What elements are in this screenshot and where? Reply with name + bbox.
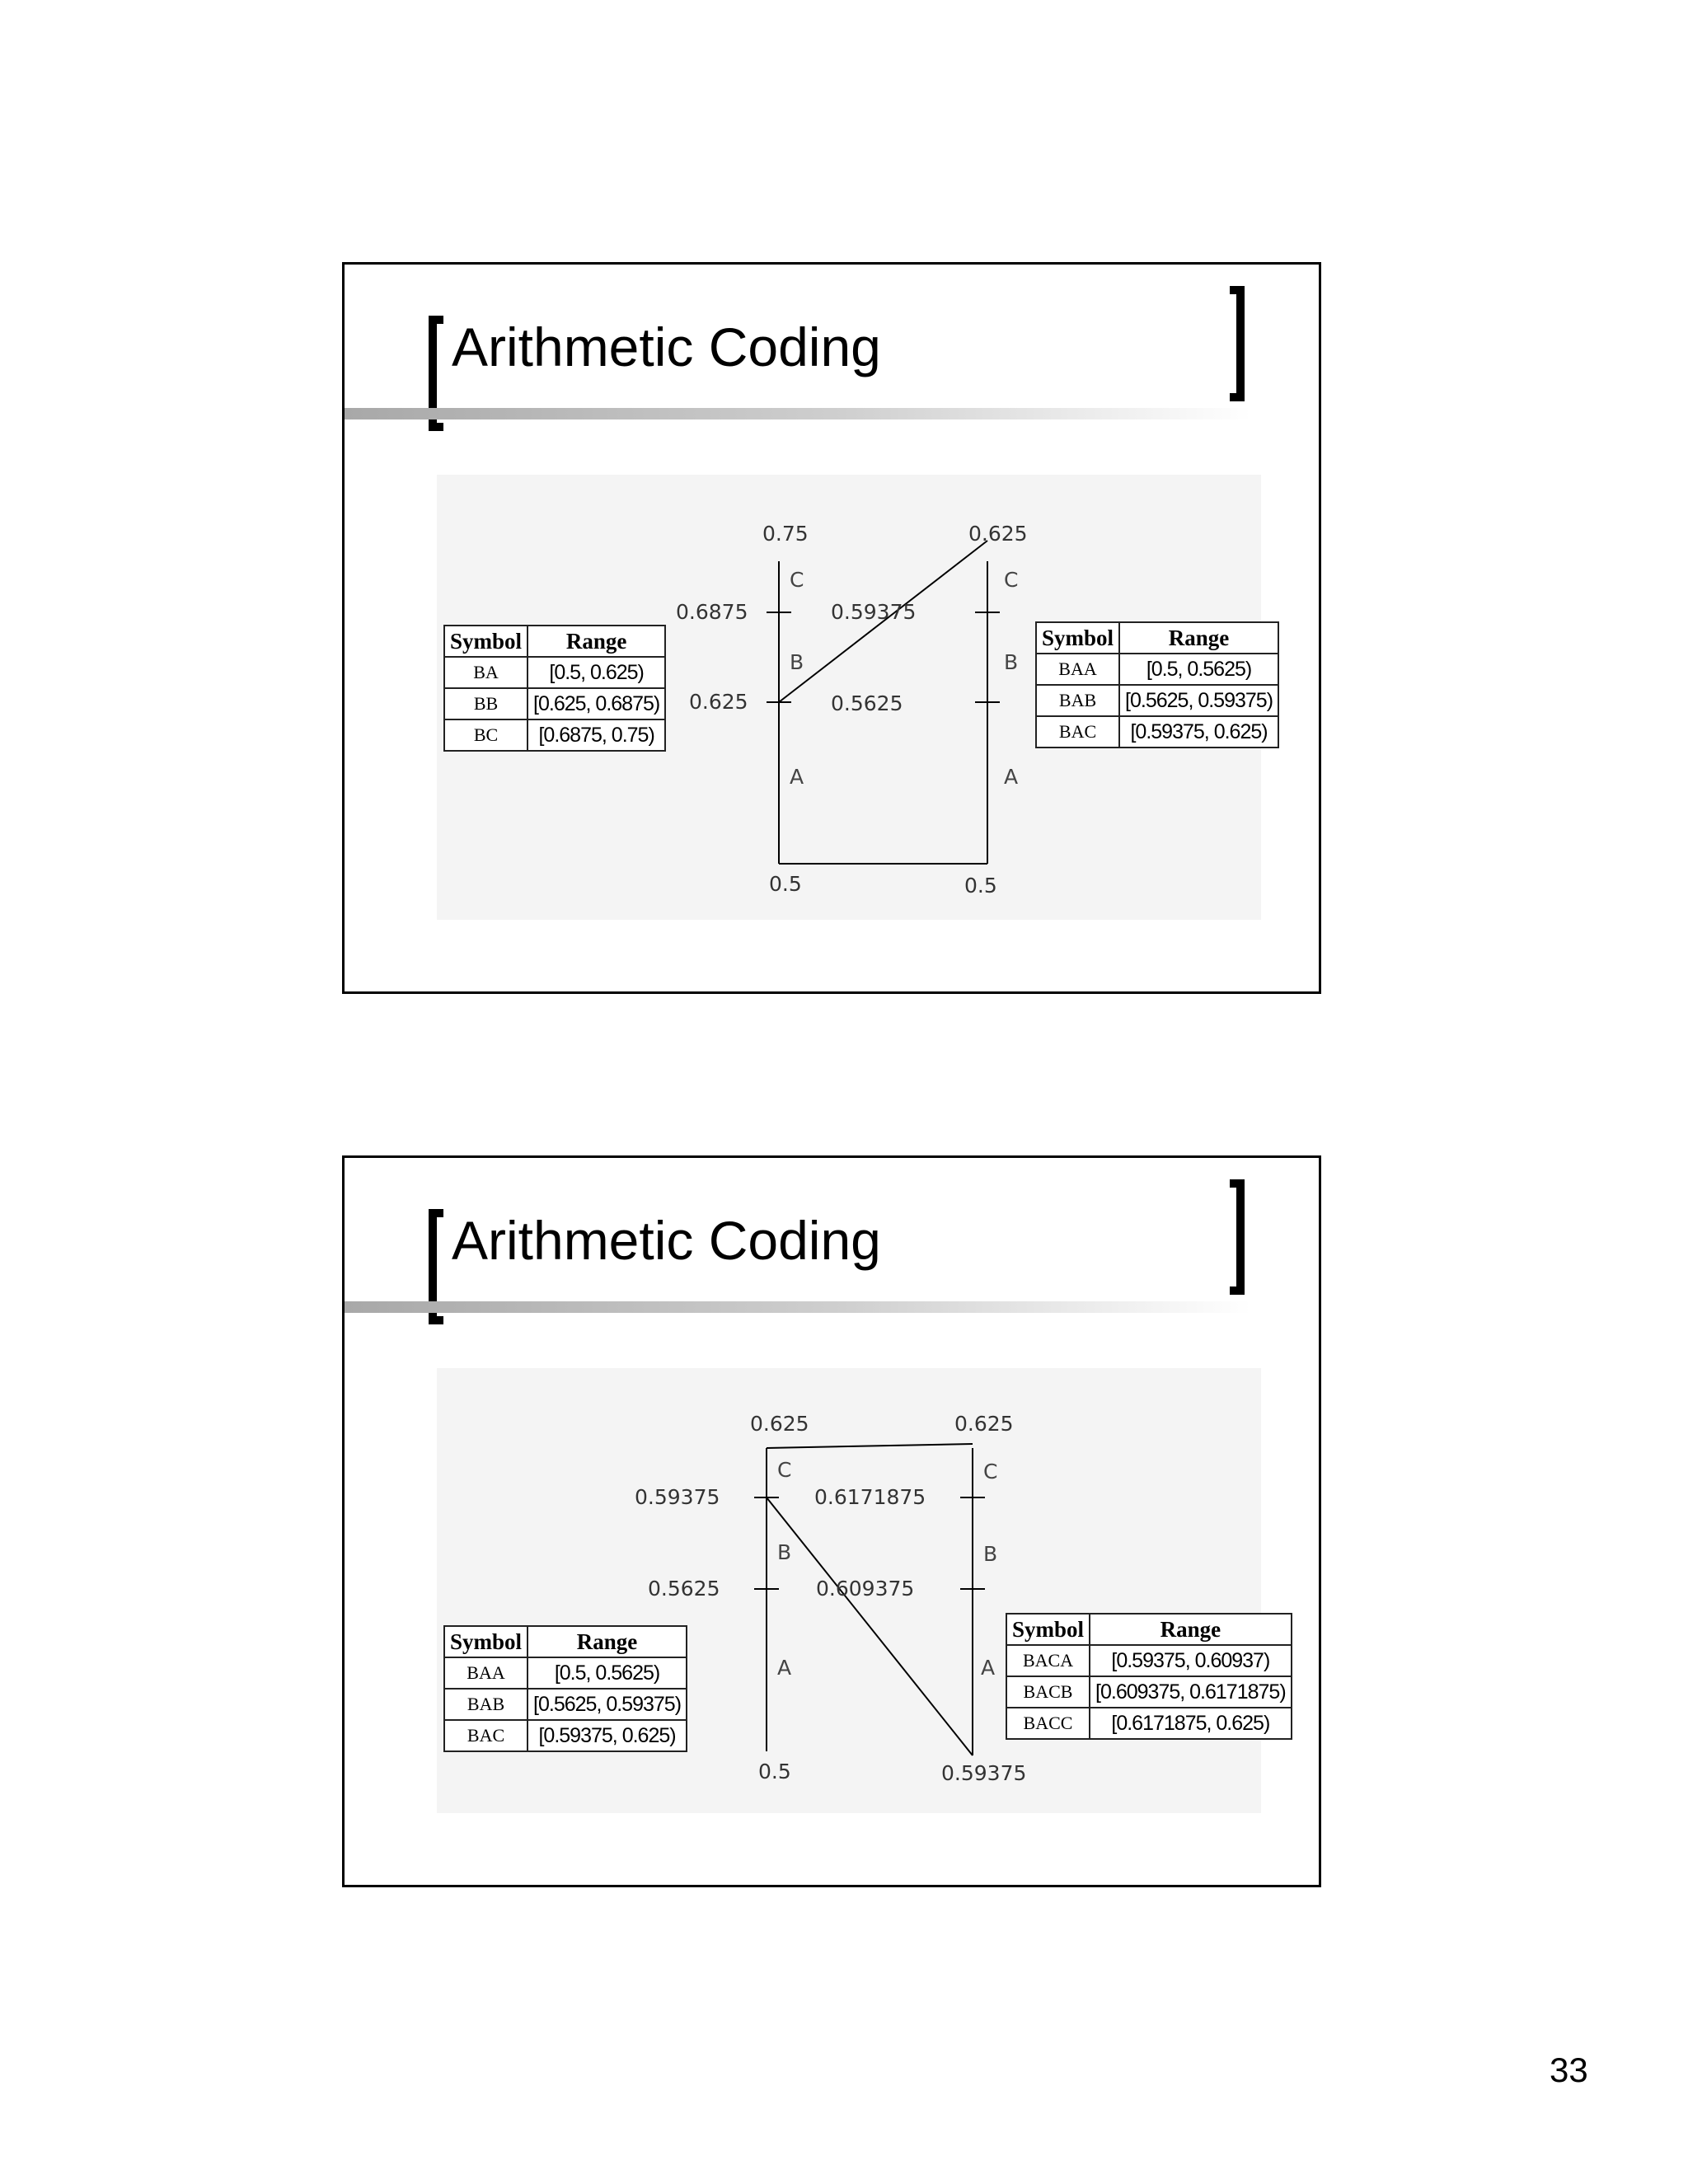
table-row	[1036, 685, 1278, 716]
symbol-column-header: Symbol	[1006, 1614, 1090, 1645]
table-header-row	[1036, 622, 1278, 654]
left-segment-c-label: C	[790, 568, 804, 592]
left-bar-top-label: 0.75	[762, 522, 809, 546]
table-row	[444, 1720, 687, 1751]
left-bar-bottom-label: 0.5	[769, 872, 802, 896]
symbol-range-table-right	[1035, 621, 1279, 748]
mapping-line	[767, 1497, 973, 1755]
right-segment-a-label: A	[1004, 765, 1019, 789]
title-underline-rule	[345, 408, 1251, 419]
slide-1	[342, 262, 1321, 994]
right-segment-a-label: A	[981, 1656, 996, 1680]
range-cell: [0.5625, 0.59375)	[1119, 685, 1278, 716]
left-bar-low-label: 0.625	[689, 690, 748, 714]
symbol-cell: BAA	[1036, 654, 1119, 685]
left-bar-bottom-label: 0.5	[758, 1760, 791, 1783]
range-cell: [0.609375, 0.6171875)	[1090, 1676, 1292, 1708]
slide-title: Arithmetic Coding	[452, 1210, 881, 1271]
table-row	[444, 1689, 687, 1720]
right-segment-c-label: C	[983, 1460, 998, 1483]
range-column-header: Range	[528, 626, 665, 657]
right-bar-bottom-label: 0.5	[964, 874, 997, 898]
range-cell: [0.59375, 0.625)	[1119, 716, 1278, 748]
symbol-cell: BAB	[1036, 685, 1119, 716]
symbol-cell: BA	[444, 657, 528, 688]
symbol-cell: BACB	[1006, 1676, 1090, 1708]
range-cell: [0.5625, 0.59375)	[528, 1689, 687, 1720]
table-header-row	[444, 626, 665, 657]
left-bar-high-label: 0.59375	[635, 1485, 720, 1509]
symbol-cell: BACA	[1006, 1645, 1090, 1676]
right-segment-b-label: B	[983, 1542, 998, 1566]
right-bar-low-label: 0.5625	[831, 691, 903, 715]
right-segment-b-label: B	[1004, 650, 1019, 674]
symbol-cell: BC	[444, 719, 528, 751]
left-bar-high-label: 0.6875	[676, 600, 748, 624]
interval-diagram-figure	[437, 475, 1273, 920]
right-segment-c-label: C	[1004, 568, 1019, 592]
title-underline-rule	[345, 1301, 1251, 1313]
symbol-cell: BAB	[444, 1689, 528, 1720]
table-row	[1036, 654, 1278, 685]
symbol-range-table-left	[443, 1625, 687, 1752]
range-cell: [0.6171875, 0.625)	[1090, 1708, 1292, 1739]
table-row	[1006, 1645, 1292, 1676]
symbol-cell: BB	[444, 688, 528, 719]
left-segment-b-label: B	[790, 650, 804, 674]
symbol-range-table-left	[443, 625, 666, 752]
table-row	[444, 657, 665, 688]
range-cell: [0.625, 0.6875)	[528, 688, 665, 719]
right-bar-low-label: 0.609375	[816, 1577, 915, 1601]
table-row	[444, 719, 665, 751]
right-bar-bottom-label: 0.59375	[941, 1761, 1027, 1785]
range-cell: [0.6875, 0.75)	[528, 719, 665, 751]
right-bar-top-label: 0.625	[954, 1412, 1014, 1436]
table-row	[444, 1657, 687, 1689]
slide-title: Arithmetic Coding	[452, 316, 881, 377]
right-bracket-decoration	[1230, 1179, 1245, 1295]
table-header-row	[1006, 1614, 1292, 1645]
right-bar-high-label: 0.59375	[831, 600, 917, 624]
left-bar-low-label: 0.5625	[648, 1577, 720, 1601]
left-segment-b-label: B	[777, 1540, 792, 1564]
symbol-column-header: Symbol	[444, 1626, 528, 1657]
left-segment-c-label: C	[777, 1458, 792, 1482]
left-segment-a-label: A	[790, 765, 804, 789]
right-bar-high-label: 0.6171875	[814, 1485, 926, 1509]
range-column-header: Range	[1090, 1614, 1292, 1645]
range-cell: [0.59375, 0.60937)	[1090, 1645, 1292, 1676]
table-header-row	[444, 1626, 687, 1657]
interval-diagram-figure	[437, 1368, 1286, 1813]
symbol-cell: BAC	[1036, 716, 1119, 748]
range-cell: [0.5, 0.5625)	[1119, 654, 1278, 685]
page-number: 33	[1550, 2050, 1588, 2089]
symbol-range-table-right	[1006, 1613, 1292, 1740]
symbol-cell: BAA	[444, 1657, 528, 1689]
slide-2	[342, 1155, 1321, 1887]
right-bracket-decoration	[1230, 286, 1245, 401]
range-column-header: Range	[1119, 622, 1278, 654]
range-cell: [0.59375, 0.625)	[528, 1720, 687, 1751]
table-row	[1036, 716, 1278, 748]
range-cell: [0.5, 0.625)	[528, 657, 665, 688]
table-row	[1006, 1676, 1292, 1708]
top-connector-line	[767, 1444, 973, 1448]
symbol-cell: BACC	[1006, 1708, 1090, 1739]
range-column-header: Range	[528, 1626, 687, 1657]
symbol-column-header: Symbol	[444, 626, 528, 657]
right-bar-top-label: 0.625	[968, 522, 1028, 546]
table-row	[1006, 1708, 1292, 1739]
range-cell: [0.5, 0.5625)	[528, 1657, 687, 1689]
symbol-column-header: Symbol	[1036, 622, 1119, 654]
left-bar-top-label: 0.625	[750, 1412, 809, 1436]
table-row	[444, 688, 665, 719]
left-segment-a-label: A	[777, 1656, 792, 1680]
symbol-cell: BAC	[444, 1720, 528, 1751]
